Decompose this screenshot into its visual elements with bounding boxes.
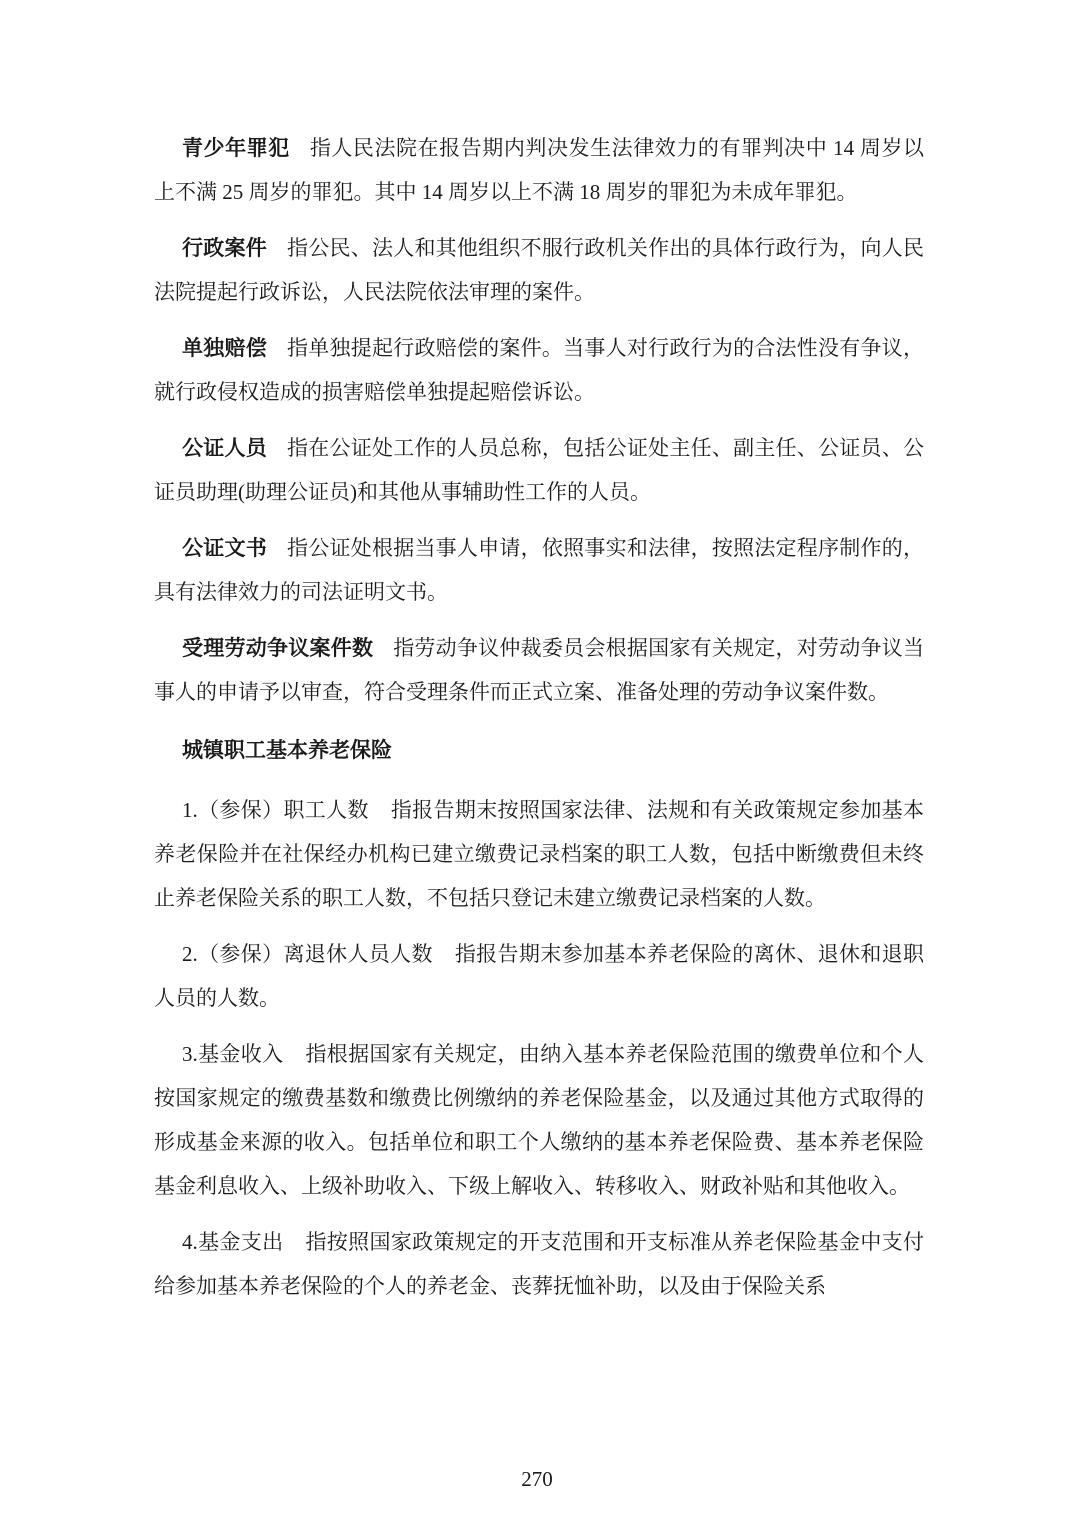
definition-term: 4.基金支出: [182, 1230, 284, 1254]
definition-term: 3.基金收入: [182, 1042, 284, 1066]
definition-term: 受理劳动争议案件数: [182, 636, 374, 660]
definition-text: 指单独提起行政赔偿的案件。当事人对行政行为的合法性没有争议，就行政侵权造成的损害赔偿单独提起赔偿诉讼。: [154, 336, 925, 404]
glossary-numbered-entry: [154, 1220, 924, 1308]
glossary-entry: [154, 626, 924, 714]
definition-text: 指公民、法人和其他组织不服行政机关作出的具体行政行为，向人民法院提起行政诉讼，人民法院依法审理的案件。: [154, 236, 925, 304]
glossary-entry: [154, 226, 924, 314]
definition-term: 1.（参保）职工人数: [182, 798, 369, 822]
definition-text: 指公证处根据当事人申请，依照事实和法律，按照法定程序制作的，具有法律效力的司法证明文书。: [154, 536, 925, 604]
glossary-entry: [154, 326, 924, 414]
definition-text: 指劳动争议仲裁委员会根据国家有关规定，对劳动争议当事人的申请予以审查，符合受理条件而正式立案、准备处理的劳动争议案件数。: [154, 636, 925, 704]
definition-term: 2.（参保）离退休人员人数: [182, 942, 433, 966]
definition-text: 指报告期末参加基本养老保险的离休、退休和退职人员的人数。: [154, 942, 925, 1010]
glossary-entry: [154, 126, 924, 214]
definition-text: 指人民法院在报告期内判决发生法律效力的有罪判决中 14 周岁以上不满 25 周岁的罪犯。其中 14 周岁以上不满 18 周岁的罪犯为未成年罪犯。: [154, 136, 925, 204]
definition-text: 指根据国家有关规定，由纳入基本养老保险范围的缴费单位和个人按国家规定的缴费基数和缴费比例缴纳的养老保险基金，以及通过其他方式取得的形成基金来源的收入。包括单位和职工个人缴纳的基本养老保险费、基本养老保险基金利息收入、上级补助收入、下级上解收入、转移收入、财政补贴和其他收入。: [154, 1042, 925, 1198]
definition-text: 指按照国家政策规定的开支范围和开支标准从养老保险基金中支付给参加基本养老保险的个人的养老金、丧葬抚恤补助，以及由于保险关系: [154, 1230, 925, 1298]
glossary-numbered-entry: [154, 1032, 924, 1208]
definition-term: 公证人员: [182, 436, 267, 460]
glossary-entry: [154, 426, 924, 514]
page-number: 270: [521, 1467, 553, 1491]
glossary-numbered-entry: [154, 932, 924, 1020]
glossary-numbered-entry: [154, 788, 924, 920]
section-heading: 城镇职工基本养老保险: [182, 738, 392, 762]
definition-term: 青少年罪犯: [182, 136, 290, 160]
definition-text: 指在公证处工作的人员总称，包括公证处主任、副主任、公证员、公证员助理(助理公证员)和其他从事辅助性工作的人员。: [154, 436, 925, 504]
definition-term: 单独赔偿: [182, 336, 267, 360]
glossary-entry: [154, 526, 924, 614]
definition-term: 公证文书: [182, 536, 267, 560]
definition-text: 指报告期末按照国家法律、法规和有关政策规定参加基本养老保险并在社保经办机构已建立缴费记录档案的职工人数，包括中断缴费但未终止养老保险关系的职工人数，不包括只登记未建立缴费记录档案的人数。: [154, 798, 925, 910]
definition-term: 行政案件: [182, 236, 267, 260]
